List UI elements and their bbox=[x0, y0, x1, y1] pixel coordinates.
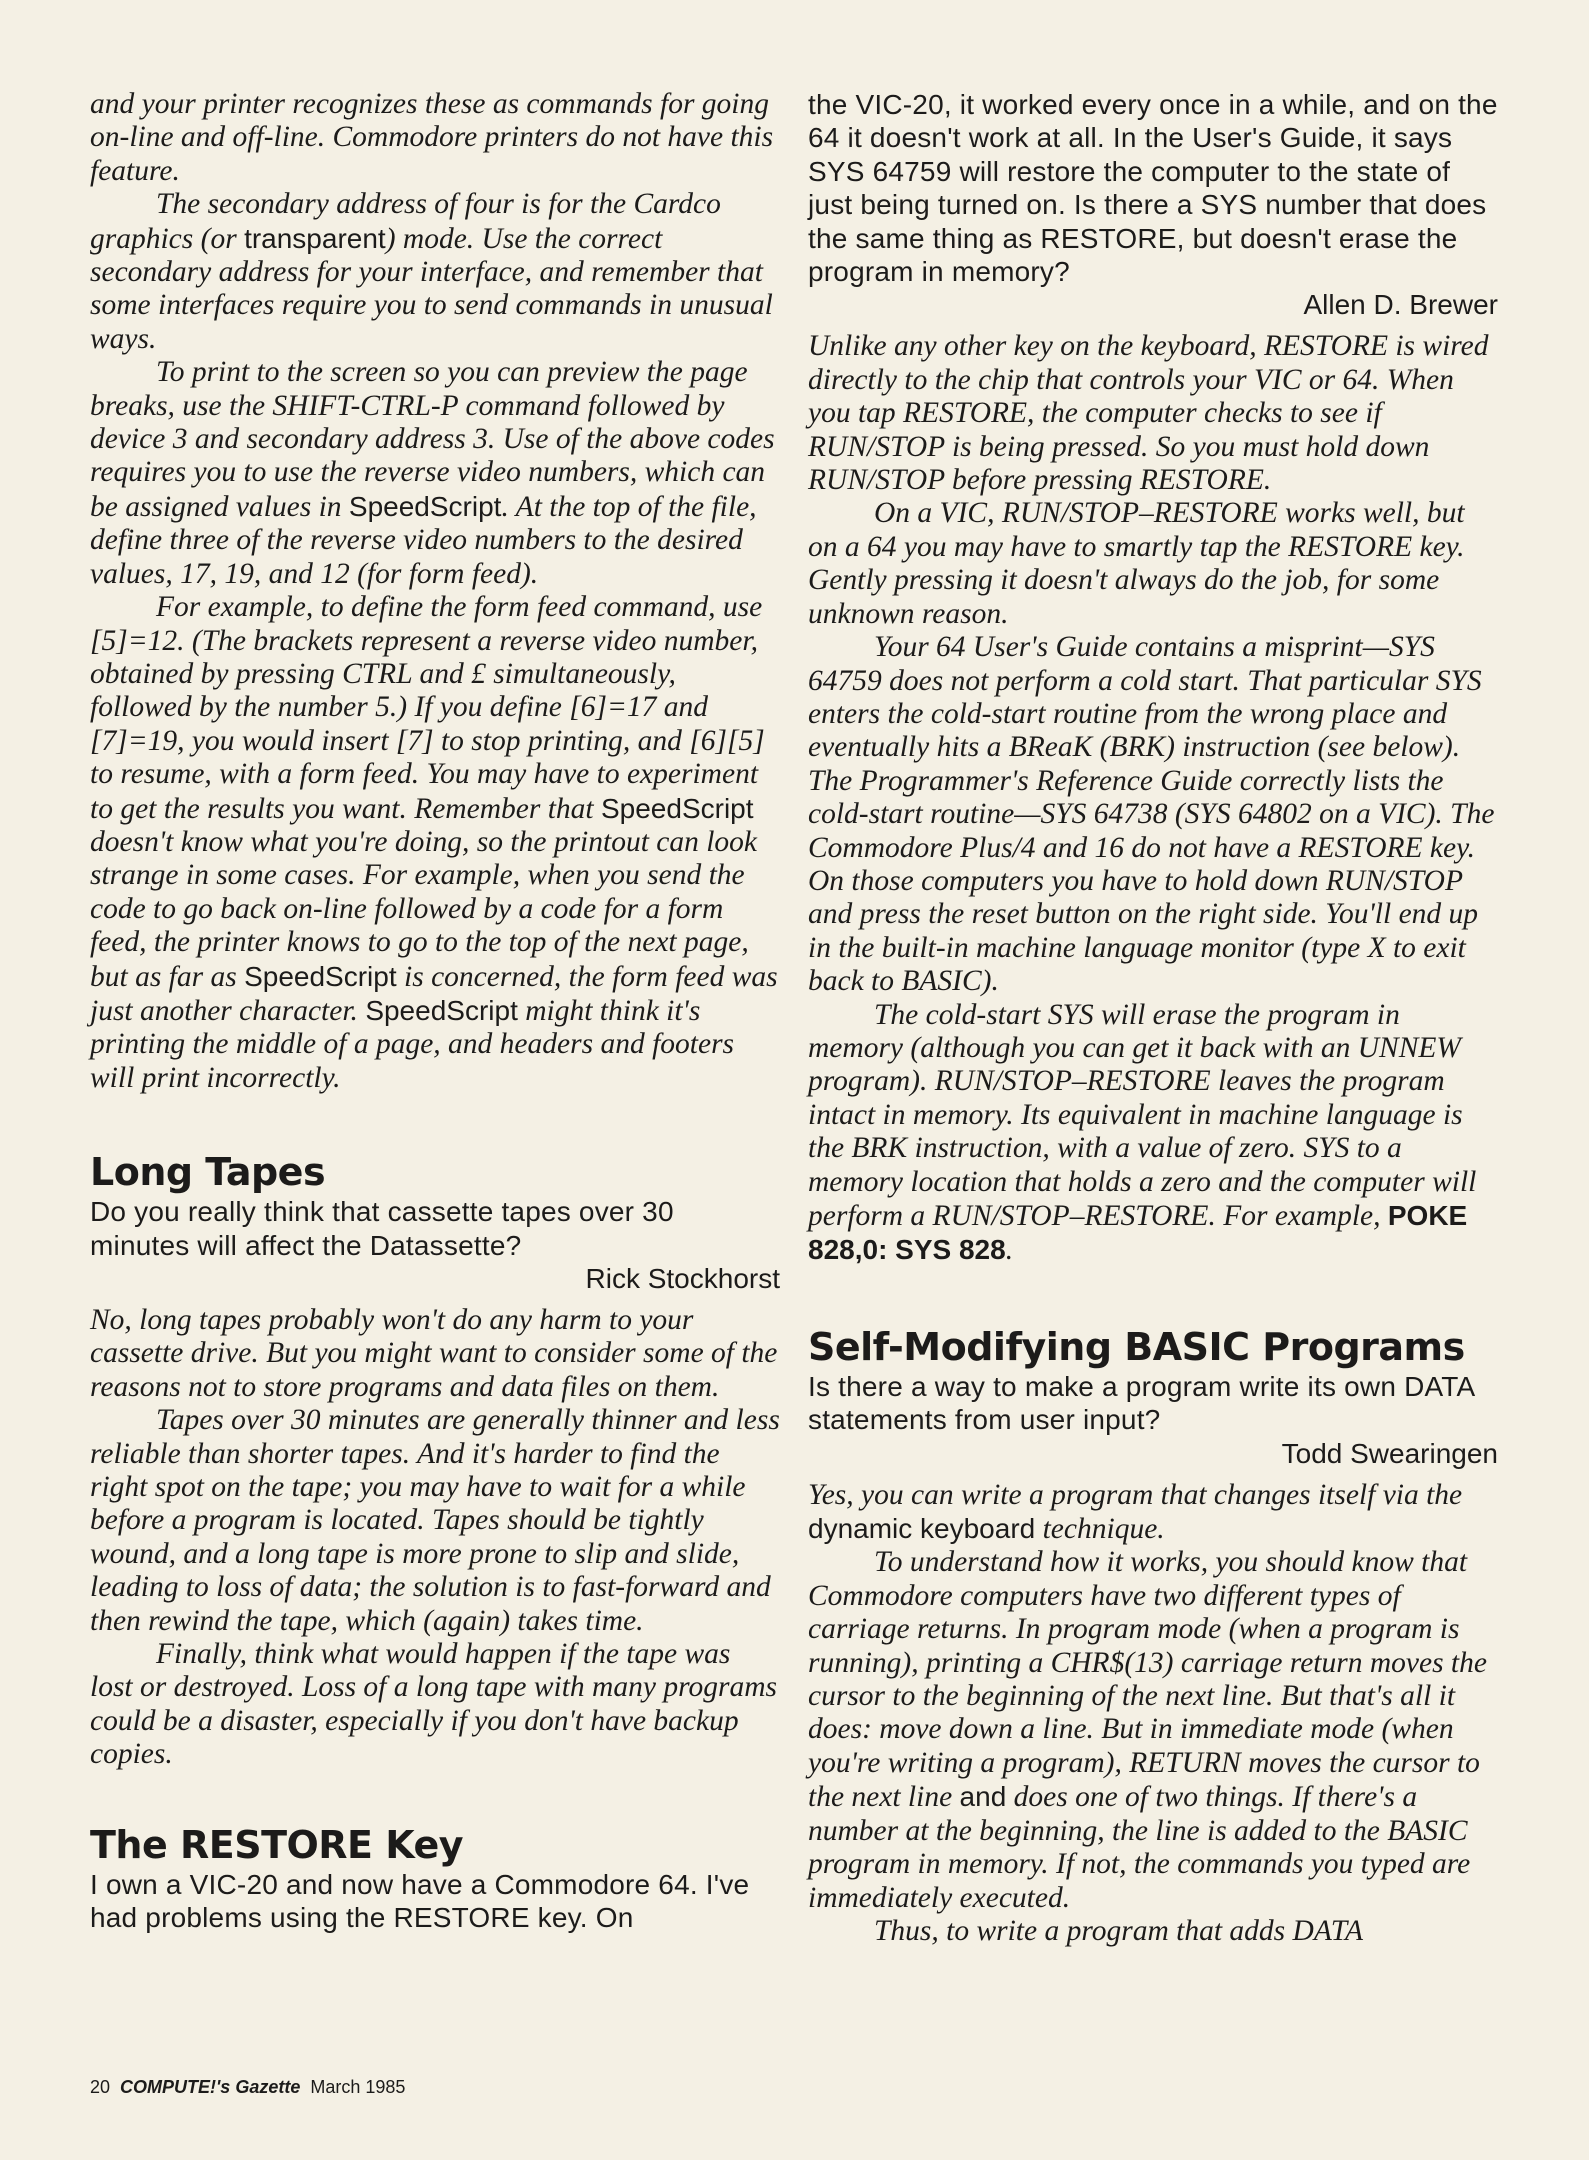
long-tapes-heading: Long Tapes bbox=[90, 1150, 326, 1195]
secondary-address-paragraph: The secondary address of four is for the Cardco graphics (or transparent) mode. Use the correct secondary address for your interface, and remember that some interfaces require you to send commands in unusual ways. bbox=[90, 188, 773, 355]
restore-key-question-start: I own a VIC-20 and now have a Commodore 64. I've had problems using the RESTORE key. On bbox=[90, 1868, 750, 1934]
restore-answer-1: Unlike any other key on the keyboard, RESTORE is wired directly to the chip that controls your VIC or 64. When you tap RESTORE, the computer checks to see if RUN/STOP is being pressed. So you must hold down RUN/STOP before pressing RESTORE. bbox=[808, 330, 1489, 497]
magazine-name: COMPUTE!'s Gazette bbox=[120, 2077, 301, 2097]
restore-key-question-cont: the VIC-20, it worked every once in a while, and on the 64 it doesn't work at all. In the User's Guide, it says SYS 64759 will restore the computer to the state of just being turned on. Is there a SYS number that does the same thing as RESTORE, but doesn't erase the program in memory? bbox=[808, 89, 1498, 288]
page-number: 20 bbox=[90, 2077, 111, 2097]
printer-commands-paragraph: and your printer recognizes these as commands for going on-line and off-line. Commodore printers do not have this feature. bbox=[90, 88, 774, 187]
self-modifying-signature: Todd Swearingen bbox=[1281, 1437, 1498, 1469]
page-footer bbox=[90, 2077, 405, 2098]
long-tapes-answer-2: Tapes over 30 minutes are generally thinner and less reliable than shorter tapes. And it's harder to find the right spot on the tape; you may have to wait for a while before a program is located. Tapes should be tightly wound, and a long tape is more prone to slip and slide, leading to loss of data; the solution is to fast-forward and then rewind the tape, which (again) takes time. bbox=[90, 1404, 780, 1637]
left-column bbox=[90, 88, 780, 1935]
self-modifying-answer-1: Yes, you can write a program that changes itself via the dynamic keyboard technique. bbox=[808, 1478, 1463, 1546]
restore-answer-4: The cold-start SYS will erase the program in memory (although you can get it back with an UNNEW program). RUN/STOP–RESTORE leaves the program intact in memory. Its equivalent in machine language is the BRK instruction, with a value of zero. SYS to a memory location that holds a zero and the computer will perform a RUN/STOP–RESTORE. For example, POKE 828,0: SYS 828. bbox=[808, 998, 1477, 1267]
right-column bbox=[808, 88, 1498, 1948]
restore-answer-3: Your 64 User's Guide contains a misprint—SYS 64759 does not perform a cold start. That particular SYS enters the cold-start routine from the wrong place and eventually hits a BReaK (BRK) instruction (see below). The Programmer's Reference Guide correctly lists the cold-start routine—SYS 64738 (SYS 64802 on a VIC). The Commodore Plus/4 and 16 do not have a RESTORE key. On those computers you have to hold down RUN/STOP and press the reset button on the right side. You'll end up in the built-in machine language monitor (type X to exit back to BASIC). bbox=[808, 631, 1495, 998]
issue-date: March 1985 bbox=[310, 2077, 406, 2097]
form-feed-example-paragraph: For example, to define the form feed command, use [5]=12. (The brackets represent a reverse video number, obtained by pressing CTRL and £ simultaneously, followed by the number 5.) If you define [6]=17 and [7]=19, you would insert [7] to stop printing, and [6][5] to resume, with a form feed. You may have to experiment to get the results you want. Remember that SpeedScript doesn't know what you're doing, so the printout can look strange in some cases. For example, when you send the code to go back on-line followed by a code for a form feed, the printer knows to go to the top of the next page, but as far as SpeedScript is concerned, the form feed was just another character. SpeedScript might think it's printing the middle of a page, and headers and footers will print incorrectly. bbox=[90, 591, 778, 1094]
self-modifying-heading: Self-Modifying BASIC Programs bbox=[808, 1324, 1465, 1369]
preview-paragraph: To print to the screen so you can preview the page breaks, use the SHIFT-CTRL-P command followed by device 3 and secondary address 3. Use of the above codes requires you to use the reverse video numbers, which can be assigned values in SpeedScript. At the top of the file, define three of the reverse video numbers to the desired values, 17, 19, and 12 (for form feed). bbox=[90, 356, 775, 590]
restore-key-heading: The RESTORE Key bbox=[90, 1822, 464, 1867]
restore-answer-2: On a VIC, RUN/STOP–RESTORE works well, but on a 64 you may have to smartly tap the RESTORE key. Gently pressing it doesn't always do the job, for some unknown reason. bbox=[808, 497, 1465, 630]
self-modifying-answer-3: Thus, to write a program that adds DATA bbox=[874, 1914, 1363, 1947]
restore-key-signature: Allen D. Brewer bbox=[1303, 289, 1498, 321]
long-tapes-answer-3: Finally, think what would happen if the tape was lost or destroyed. Loss of a long tape with many programs could be a disaster, especially if you don't have backup copies. bbox=[90, 1638, 777, 1771]
long-tapes-question: Do you really think that cassette tapes over 30 minutes will affect the Datassette? bbox=[90, 1196, 674, 1261]
long-tapes-signature: Rick Stockhorst bbox=[585, 1263, 780, 1294]
long-tapes-answer-1: No, long tapes probably won't do any harm to your cassette drive. But you might want to consider some of the reasons not to store programs and data files on them. bbox=[90, 1304, 778, 1403]
self-modifying-question: Is there a way to make a program write its own DATA statements from user input? bbox=[808, 1370, 1474, 1436]
self-modifying-answer-2: To understand how it works, you should know that Commodore computers have two different types of carriage returns. In program mode (when a program is running), printing a CHR$(13) carriage return moves the cursor to the beginning of the next line. But that's all it does: move down a line. But in immediate mode (when you're writing a program), RETURN moves the cursor to the next line and does one of two things. If there's a number at the beginning, the line is added to the BASIC program in memory. If not, the commands you typed are immediately executed. bbox=[808, 1546, 1487, 1914]
